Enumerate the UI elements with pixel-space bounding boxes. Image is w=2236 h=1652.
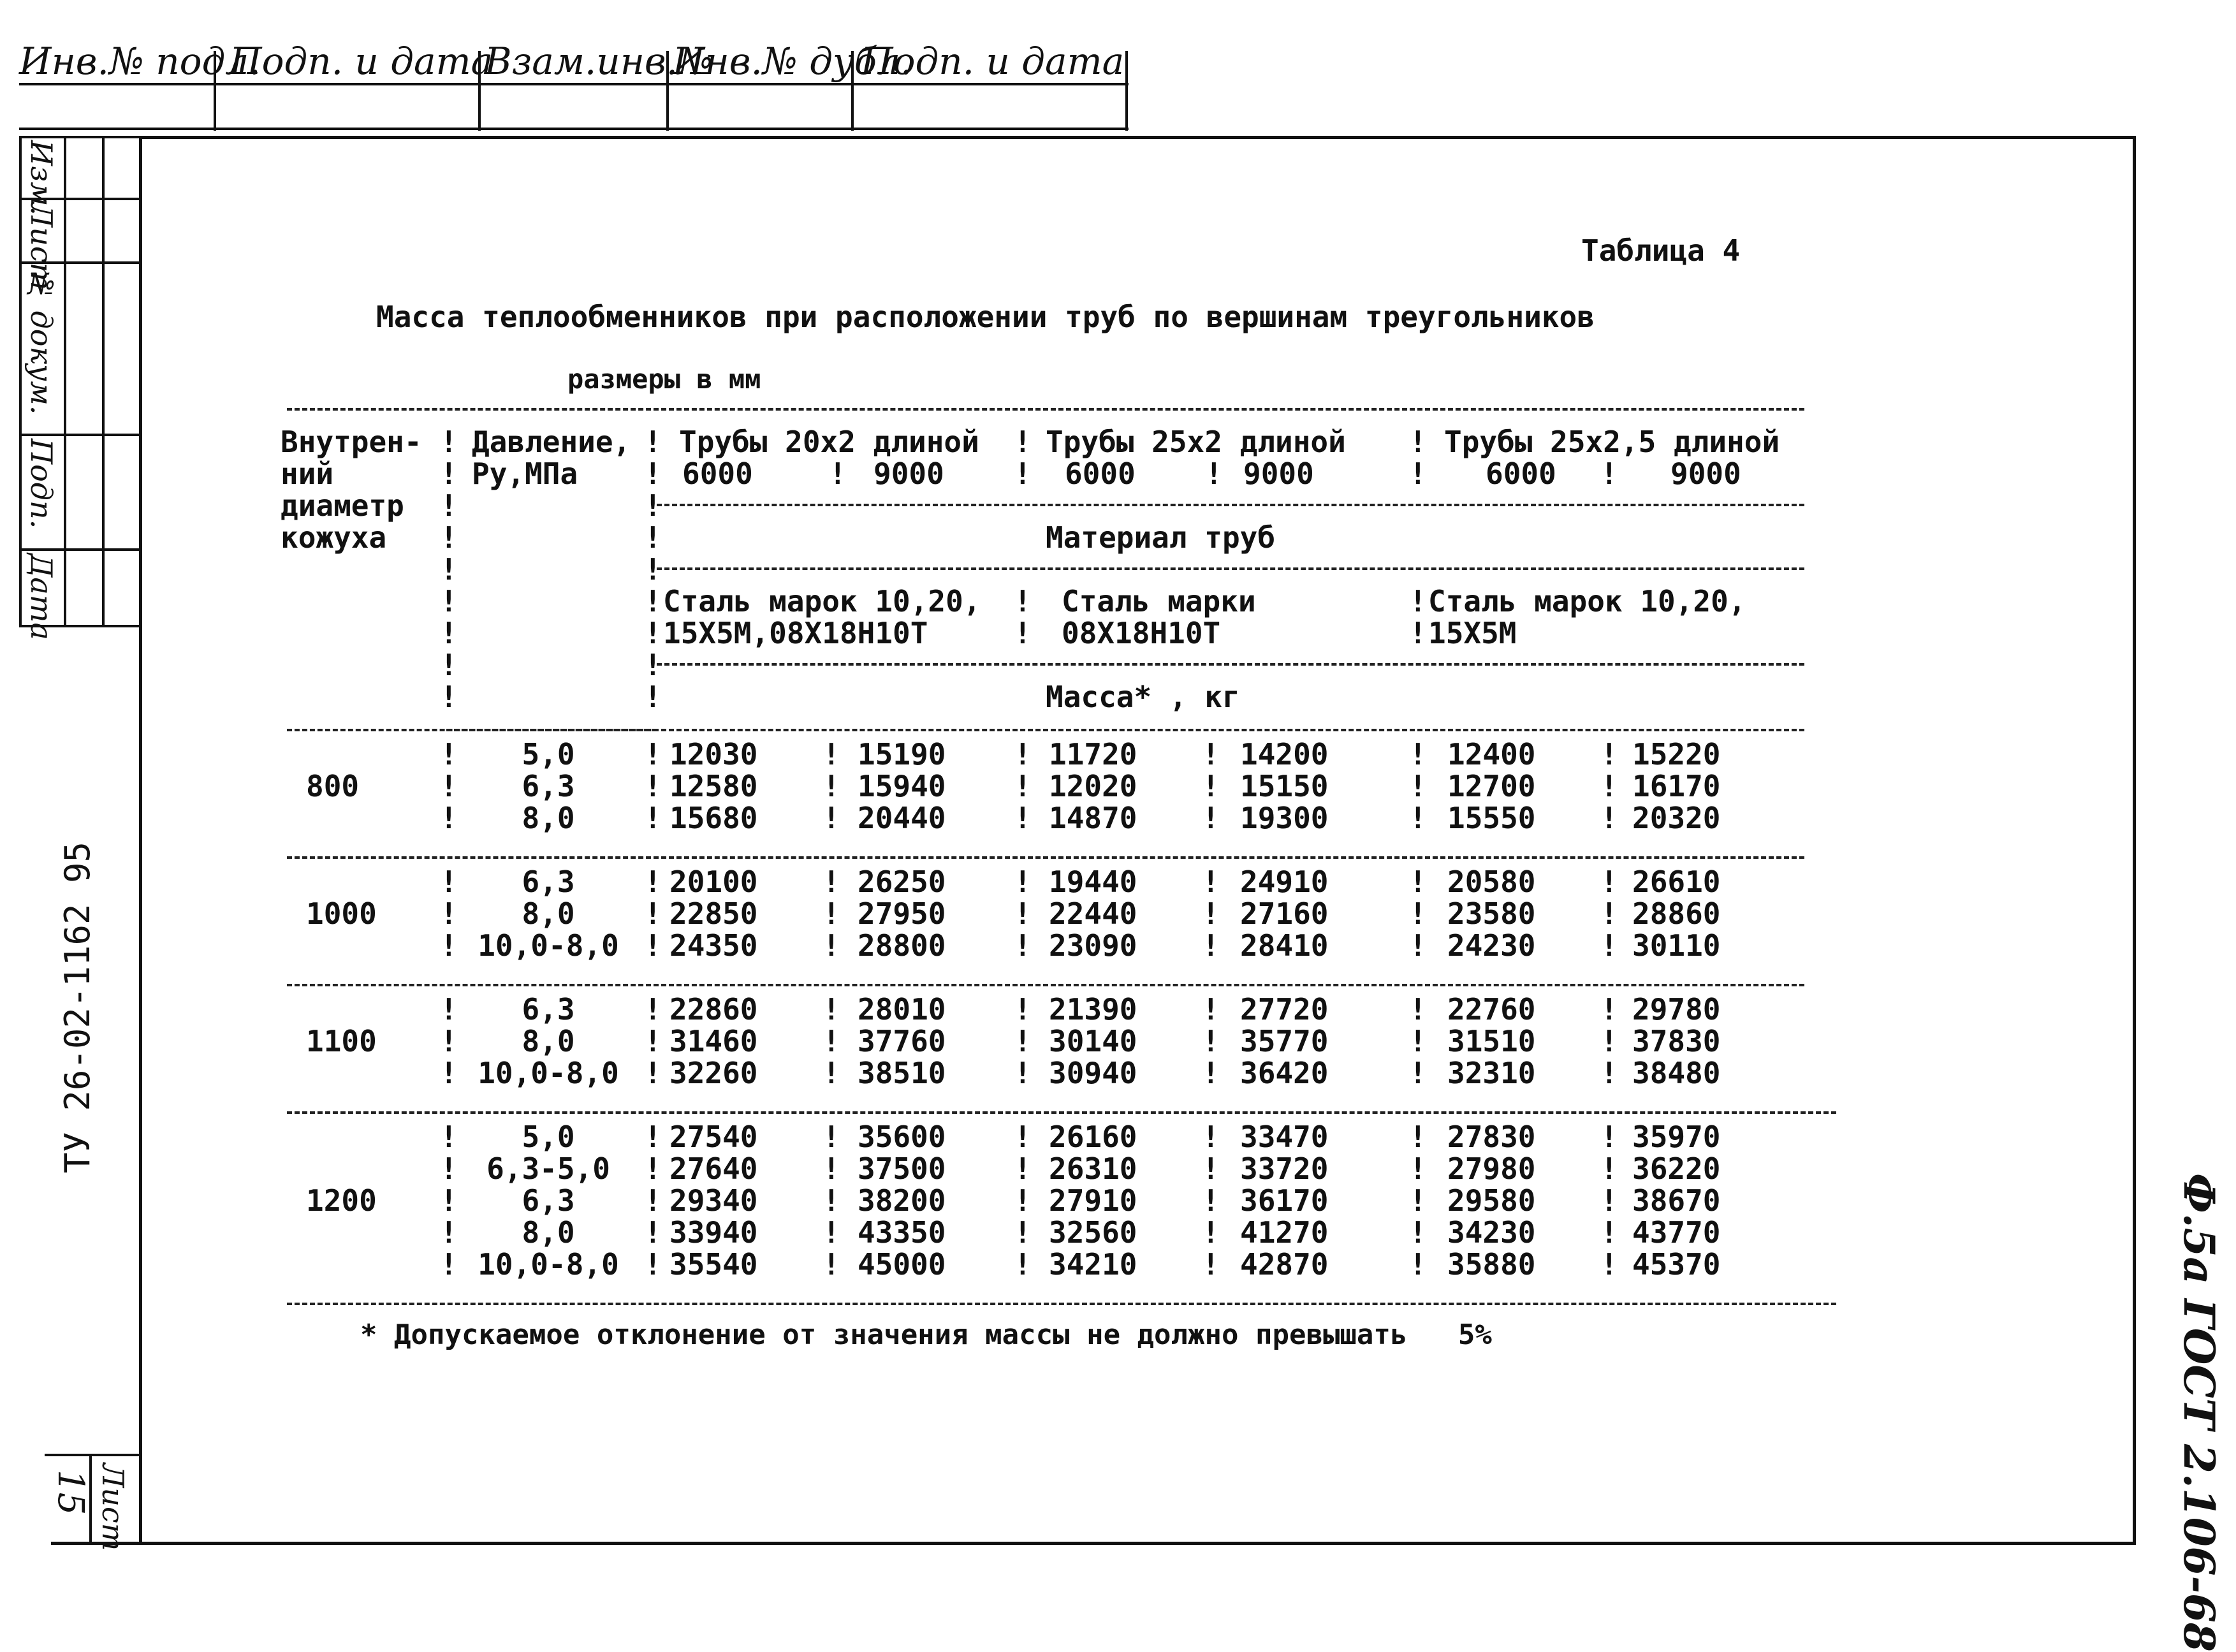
mass-value-cell: 36420 bbox=[1240, 1056, 1329, 1090]
mass-value-cell: 43770 bbox=[1632, 1215, 1721, 1250]
mass-value-cell: 27540 bbox=[669, 1120, 758, 1154]
column-separator: ! bbox=[440, 1056, 458, 1090]
column-separator: ! bbox=[644, 520, 662, 555]
column-separator: ! bbox=[644, 616, 662, 650]
column-separator: ! bbox=[1409, 425, 1427, 459]
mass-value-cell: 23580 bbox=[1447, 896, 1536, 931]
column-separator: ! bbox=[644, 1151, 662, 1186]
pressure-cell: 10,0-8,0 bbox=[478, 1056, 619, 1090]
mass-value-cell: 28860 bbox=[1632, 896, 1721, 931]
mass-value-cell: 35770 bbox=[1240, 1024, 1329, 1058]
mass-value-cell: 28010 bbox=[858, 992, 946, 1027]
column-separator: ! bbox=[1014, 1120, 1032, 1154]
column-separator: ! bbox=[822, 769, 840, 803]
header-steel-3b: 15Х5М bbox=[1428, 616, 1517, 650]
column-separator: ! bbox=[1202, 992, 1220, 1027]
header-len-1: 6000 bbox=[682, 457, 753, 491]
column-separator: ! bbox=[440, 552, 458, 587]
column-separator: ! bbox=[1600, 1151, 1618, 1186]
column-separator: ! bbox=[1409, 1247, 1427, 1282]
mass-value-cell: 35600 bbox=[858, 1120, 946, 1154]
column-separator: ! bbox=[1600, 992, 1618, 1027]
mass-value-cell: 30110 bbox=[1632, 928, 1721, 963]
mass-value-cell: 38200 bbox=[858, 1183, 946, 1218]
page-title: Масса теплообменников при расположении труб по вершинам треугольников bbox=[376, 300, 1595, 334]
pressure-cell: 6,3 bbox=[522, 992, 575, 1027]
header-steel-2b: 08Х18Н10Т bbox=[1062, 616, 1221, 650]
header-steel-3a: Сталь марок 10,20, bbox=[1428, 584, 1746, 618]
mass-value-cell: 45370 bbox=[1632, 1247, 1721, 1282]
diameter-cell: 1100 bbox=[306, 1024, 377, 1058]
mass-value-cell: 15220 bbox=[1632, 737, 1721, 771]
column-separator: ! bbox=[1409, 457, 1427, 491]
mass-value-cell: 12580 bbox=[669, 769, 758, 803]
stamp-ndokum: № докум. bbox=[24, 267, 59, 415]
column-separator: ! bbox=[440, 616, 458, 650]
header-len-5: 6000 bbox=[1486, 457, 1556, 491]
column-separator: ! bbox=[1014, 865, 1032, 899]
column-separator: ! bbox=[1600, 737, 1618, 771]
header-pressure-2: Ру,МПа bbox=[472, 457, 578, 491]
mass-value-cell: 30140 bbox=[1049, 1024, 1137, 1058]
column-separator: ! bbox=[1409, 737, 1427, 771]
column-separator: ! bbox=[644, 457, 662, 491]
mass-value-cell: 32260 bbox=[669, 1056, 758, 1090]
document-code: ТУ 26-02-1162 95 bbox=[57, 842, 98, 1174]
column-separator: ! bbox=[1014, 1024, 1032, 1058]
column-separator: ! bbox=[1202, 1056, 1220, 1090]
mass-value-cell: 26160 bbox=[1049, 1120, 1137, 1154]
column-separator: ! bbox=[1600, 1215, 1618, 1250]
header-pressure-1: Давление, bbox=[472, 425, 631, 459]
pressure-cell: 5,0 bbox=[522, 1120, 575, 1154]
column-separator: ! bbox=[1202, 1151, 1220, 1186]
column-separator: ! bbox=[440, 1183, 458, 1218]
pressure-cell: 10,0-8,0 bbox=[478, 1247, 619, 1282]
mass-value-cell: 38670 bbox=[1632, 1183, 1721, 1218]
column-separator: ! bbox=[1600, 865, 1618, 899]
column-separator: ! bbox=[822, 801, 840, 835]
header-group-20x2: Трубы 20x2 длиной bbox=[679, 425, 979, 459]
column-separator: ! bbox=[1014, 457, 1032, 491]
mass-value-cell: 22440 bbox=[1049, 896, 1137, 931]
mass-value-cell: 35880 bbox=[1447, 1247, 1536, 1282]
column-separator: ! bbox=[1600, 801, 1618, 835]
column-separator: ! bbox=[644, 1215, 662, 1250]
column-separator: ! bbox=[1409, 616, 1427, 650]
pressure-cell: 6,3 bbox=[522, 865, 575, 899]
mass-value-cell: 14200 bbox=[1240, 737, 1329, 771]
column-separator: ! bbox=[1409, 1024, 1427, 1058]
column-separator: ! bbox=[1600, 457, 1618, 491]
column-separator: ! bbox=[1202, 1120, 1220, 1154]
mass-value-cell: 31510 bbox=[1447, 1024, 1536, 1058]
header-diameter-4: кожуха bbox=[281, 520, 387, 555]
mass-value-cell: 19300 bbox=[1240, 801, 1329, 835]
column-separator: ! bbox=[1409, 865, 1427, 899]
column-separator: ! bbox=[644, 1024, 662, 1058]
column-separator: ! bbox=[1014, 584, 1032, 618]
pressure-cell: 8,0 bbox=[522, 801, 575, 835]
mass-value-cell: 30940 bbox=[1049, 1056, 1137, 1090]
column-separator: ! bbox=[1409, 928, 1427, 963]
column-separator: ! bbox=[1014, 769, 1032, 803]
column-separator: ! bbox=[644, 1120, 662, 1154]
column-separator: ! bbox=[1014, 616, 1032, 650]
mass-value-cell: 15940 bbox=[858, 769, 946, 803]
table-caption: Таблица 4 bbox=[1581, 233, 1741, 268]
diameter-cell: 1000 bbox=[306, 896, 377, 931]
mass-value-cell: 26610 bbox=[1632, 865, 1721, 899]
mass-value-cell: 27910 bbox=[1049, 1183, 1137, 1218]
column-separator: ! bbox=[829, 457, 847, 491]
column-separator: ! bbox=[644, 648, 662, 682]
mass-value-cell: 27980 bbox=[1447, 1151, 1536, 1186]
mass-value-cell: 24910 bbox=[1240, 865, 1329, 899]
mass-value-cell: 29580 bbox=[1447, 1183, 1536, 1218]
mass-value-cell: 26250 bbox=[858, 865, 946, 899]
column-separator: ! bbox=[1014, 896, 1032, 931]
column-separator: ! bbox=[1014, 425, 1032, 459]
column-separator: ! bbox=[1600, 928, 1618, 963]
column-separator: ! bbox=[644, 992, 662, 1027]
pressure-cell: 10,0-8,0 bbox=[478, 928, 619, 963]
column-separator: ! bbox=[822, 1151, 840, 1186]
column-separator: ! bbox=[1014, 1056, 1032, 1090]
mass-value-cell: 35540 bbox=[669, 1247, 758, 1282]
mass-value-cell: 20100 bbox=[669, 865, 758, 899]
header-steel-1b: 15Х5М,08Х18Н10Т bbox=[663, 616, 928, 650]
header-steel-2a: Сталь марки bbox=[1062, 584, 1256, 618]
units-note: размеры в мм bbox=[567, 363, 761, 395]
mass-value-cell: 12020 bbox=[1049, 769, 1137, 803]
mass-value-cell: 42870 bbox=[1240, 1247, 1329, 1282]
mass-value-cell: 33470 bbox=[1240, 1120, 1329, 1154]
column-separator: ! bbox=[822, 865, 840, 899]
column-separator: ! bbox=[1014, 737, 1032, 771]
column-separator: ! bbox=[1202, 928, 1220, 963]
column-separator: ! bbox=[440, 425, 458, 459]
mass-value-cell: 38480 bbox=[1632, 1056, 1721, 1090]
mass-value-cell: 27640 bbox=[669, 1151, 758, 1186]
mass-value-cell: 45000 bbox=[858, 1247, 946, 1282]
mass-value-cell: 27720 bbox=[1240, 992, 1329, 1027]
sheet-label: Лист bbox=[96, 1463, 130, 1551]
column-separator: ! bbox=[440, 488, 458, 523]
column-separator: ! bbox=[644, 928, 662, 963]
column-separator: ! bbox=[644, 1247, 662, 1282]
column-separator: ! bbox=[1409, 896, 1427, 931]
column-separator: ! bbox=[644, 1183, 662, 1218]
column-separator: ! bbox=[822, 928, 840, 963]
column-separator: ! bbox=[1409, 1183, 1427, 1218]
column-separator: ! bbox=[644, 737, 662, 771]
column-separator: ! bbox=[440, 520, 458, 555]
mass-value-cell: 37760 bbox=[858, 1024, 946, 1058]
column-separator: ! bbox=[1014, 1247, 1032, 1282]
column-separator: ! bbox=[1409, 1215, 1427, 1250]
header-steel-1a: Сталь марок 10,20, bbox=[663, 584, 981, 618]
mass-value-cell: 27830 bbox=[1447, 1120, 1536, 1154]
mass-value-cell: 23090 bbox=[1049, 928, 1137, 963]
pressure-cell: 8,0 bbox=[522, 896, 575, 931]
column-separator: ! bbox=[1600, 769, 1618, 803]
column-separator: ! bbox=[1202, 896, 1220, 931]
column-separator: ! bbox=[440, 896, 458, 931]
column-separator: ! bbox=[1409, 1120, 1427, 1154]
mass-value-cell: 27950 bbox=[858, 896, 946, 931]
column-separator: ! bbox=[1014, 992, 1032, 1027]
column-separator: ! bbox=[440, 1120, 458, 1154]
header-diameter-1: Внутрен- bbox=[281, 425, 422, 459]
column-separator: ! bbox=[1014, 928, 1032, 963]
pressure-cell: 6,3 bbox=[522, 769, 575, 803]
stamp-inv-dubl: Инв.№ дубл. bbox=[673, 40, 912, 83]
header-len-2: 9000 bbox=[873, 457, 944, 491]
mass-value-cell: 32560 bbox=[1049, 1215, 1137, 1250]
column-separator: ! bbox=[822, 737, 840, 771]
column-separator: ! bbox=[1409, 801, 1427, 835]
mass-value-cell: 34230 bbox=[1447, 1215, 1536, 1250]
stamp-vzam-inv: Взам.инв.№ bbox=[485, 40, 713, 83]
mass-value-cell: 26310 bbox=[1049, 1151, 1137, 1186]
column-separator: ! bbox=[644, 488, 662, 523]
header-diameter-3: диаметр bbox=[281, 488, 404, 523]
mass-value-cell: 36170 bbox=[1240, 1183, 1329, 1218]
mass-value-cell: 31460 bbox=[669, 1024, 758, 1058]
pressure-cell: 6,3-5,0 bbox=[486, 1151, 610, 1186]
footnote: * Допускаемое отклонение от значения массы не должно превышать 5% bbox=[360, 1319, 1492, 1351]
column-separator: ! bbox=[1600, 1024, 1618, 1058]
mass-value-cell: 22850 bbox=[669, 896, 758, 931]
stamp-izm: Изм. bbox=[24, 140, 59, 216]
column-separator: ! bbox=[822, 896, 840, 931]
column-separator: ! bbox=[822, 1056, 840, 1090]
mass-value-cell: 33720 bbox=[1240, 1151, 1329, 1186]
sheet-number: 15 bbox=[50, 1470, 91, 1516]
mass-value-cell: 33940 bbox=[669, 1215, 758, 1250]
column-separator: ! bbox=[1014, 1215, 1032, 1250]
mass-value-cell: 38510 bbox=[858, 1056, 946, 1090]
column-separator: ! bbox=[440, 648, 458, 682]
mass-value-cell: 11720 bbox=[1049, 737, 1137, 771]
mass-value-cell: 19440 bbox=[1049, 865, 1137, 899]
column-separator: ! bbox=[644, 769, 662, 803]
column-separator: ! bbox=[1202, 769, 1220, 803]
pressure-cell: 6,3 bbox=[522, 1183, 575, 1218]
mass-value-cell: 29340 bbox=[669, 1183, 758, 1218]
mass-value-cell: 24230 bbox=[1447, 928, 1536, 963]
column-separator: ! bbox=[1014, 1151, 1032, 1186]
column-separator: ! bbox=[644, 680, 662, 714]
header-diameter-2: ний bbox=[281, 457, 334, 491]
column-separator: ! bbox=[1600, 1247, 1618, 1282]
column-separator: ! bbox=[440, 928, 458, 963]
column-separator: ! bbox=[440, 1215, 458, 1250]
mass-value-cell: 21390 bbox=[1049, 992, 1137, 1027]
column-separator: ! bbox=[440, 801, 458, 835]
mass-value-cell: 15190 bbox=[858, 737, 946, 771]
mass-value-cell: 41270 bbox=[1240, 1215, 1329, 1250]
header-group-25x2-5: Трубы 25x2,5 длиной bbox=[1444, 425, 1780, 459]
column-separator: ! bbox=[1014, 801, 1032, 835]
column-separator: ! bbox=[644, 552, 662, 587]
column-separator: ! bbox=[1014, 1183, 1032, 1218]
column-separator: ! bbox=[440, 737, 458, 771]
mass-value-cell: 15680 bbox=[669, 801, 758, 835]
column-separator: ! bbox=[440, 992, 458, 1027]
header-material: Материал труб bbox=[1046, 520, 1276, 555]
stamp-podp-data-2: Подп. и дата bbox=[861, 40, 1125, 83]
mass-value-cell: 32310 bbox=[1447, 1056, 1536, 1090]
pressure-cell: 8,0 bbox=[522, 1215, 575, 1250]
header-len-6: 9000 bbox=[1670, 457, 1741, 491]
column-separator: ! bbox=[1202, 1215, 1220, 1250]
column-separator: ! bbox=[440, 1247, 458, 1282]
column-separator: ! bbox=[822, 1183, 840, 1218]
column-separator: ! bbox=[1409, 584, 1427, 618]
stamp-podp: Подп. bbox=[24, 439, 59, 529]
column-separator: ! bbox=[644, 801, 662, 835]
column-separator: ! bbox=[440, 680, 458, 714]
mass-value-cell: 12400 bbox=[1447, 737, 1536, 771]
column-separator: ! bbox=[822, 1215, 840, 1250]
mass-value-cell: 37830 bbox=[1632, 1024, 1721, 1058]
pressure-cell: 5,0 bbox=[522, 737, 575, 771]
mass-value-cell: 20440 bbox=[858, 801, 946, 835]
column-separator: ! bbox=[1202, 1247, 1220, 1282]
column-separator: ! bbox=[1202, 737, 1220, 771]
column-separator: ! bbox=[440, 1151, 458, 1186]
mass-value-cell: 14870 bbox=[1049, 801, 1137, 835]
stamp-inv-podl: Инв.№ подл. bbox=[19, 40, 261, 83]
mass-value-cell: 37500 bbox=[858, 1151, 946, 1186]
column-separator: ! bbox=[822, 1024, 840, 1058]
form-standard-note: Ф.5а ГОСТ 2.106-68 bbox=[2174, 1173, 2224, 1652]
column-separator: ! bbox=[1600, 896, 1618, 931]
column-separator: ! bbox=[1202, 801, 1220, 835]
stamp-list: Лист bbox=[24, 203, 59, 291]
mass-value-cell: 43350 bbox=[858, 1215, 946, 1250]
mass-value-cell: 28800 bbox=[858, 928, 946, 963]
header-len-3: 6000 bbox=[1065, 457, 1136, 491]
column-separator: ! bbox=[822, 1120, 840, 1154]
mass-value-cell: 16170 bbox=[1632, 769, 1721, 803]
mass-value-cell: 24350 bbox=[669, 928, 758, 963]
column-separator: ! bbox=[1600, 1120, 1618, 1154]
column-separator: ! bbox=[644, 1056, 662, 1090]
diameter-cell: 1200 bbox=[306, 1183, 377, 1218]
column-separator: ! bbox=[440, 865, 458, 899]
mass-value-cell: 22760 bbox=[1447, 992, 1536, 1027]
column-separator: ! bbox=[1202, 1183, 1220, 1218]
column-separator: ! bbox=[1409, 769, 1427, 803]
column-separator: ! bbox=[644, 425, 662, 459]
mass-value-cell: 15550 bbox=[1447, 801, 1536, 835]
mass-value-cell: 35970 bbox=[1632, 1120, 1721, 1154]
column-separator: ! bbox=[1202, 1024, 1220, 1058]
stamp-podp-data-1: Подп. и дата bbox=[230, 40, 493, 83]
column-separator: ! bbox=[1600, 1183, 1618, 1218]
column-separator: ! bbox=[1202, 865, 1220, 899]
column-separator: ! bbox=[440, 769, 458, 803]
stamp-data: Дата bbox=[24, 553, 59, 640]
column-separator: ! bbox=[644, 584, 662, 618]
header-len-4: 9000 bbox=[1243, 457, 1314, 491]
mass-value-cell: 15150 bbox=[1240, 769, 1329, 803]
mass-value-cell: 12030 bbox=[669, 737, 758, 771]
column-separator: ! bbox=[440, 457, 458, 491]
pressure-cell: 8,0 bbox=[522, 1024, 575, 1058]
mass-value-cell: 34210 bbox=[1049, 1247, 1137, 1282]
column-separator: ! bbox=[1409, 1056, 1427, 1090]
column-separator: ! bbox=[1600, 1056, 1618, 1090]
column-separator: ! bbox=[1409, 992, 1427, 1027]
header-group-25x2: Трубы 25x2 длиной bbox=[1046, 425, 1346, 459]
mass-value-cell: 27160 bbox=[1240, 896, 1329, 931]
column-separator: ! bbox=[822, 1247, 840, 1282]
column-separator: ! bbox=[1409, 1151, 1427, 1186]
mass-value-cell: 36220 bbox=[1632, 1151, 1721, 1186]
column-separator: ! bbox=[644, 896, 662, 931]
column-separator: ! bbox=[440, 1024, 458, 1058]
mass-value-cell: 29780 bbox=[1632, 992, 1721, 1027]
column-separator: ! bbox=[440, 584, 458, 618]
mass-value-cell: 12700 bbox=[1447, 769, 1536, 803]
header-mass: Масса* , кг bbox=[1046, 680, 1240, 714]
column-separator: ! bbox=[822, 992, 840, 1027]
mass-value-cell: 22860 bbox=[669, 992, 758, 1027]
mass-value-cell: 28410 bbox=[1240, 928, 1329, 963]
diameter-cell: 800 bbox=[306, 769, 360, 803]
mass-value-cell: 20320 bbox=[1632, 801, 1721, 835]
mass-value-cell: 20580 bbox=[1447, 865, 1536, 899]
column-separator: ! bbox=[1205, 457, 1223, 491]
column-separator: ! bbox=[644, 865, 662, 899]
